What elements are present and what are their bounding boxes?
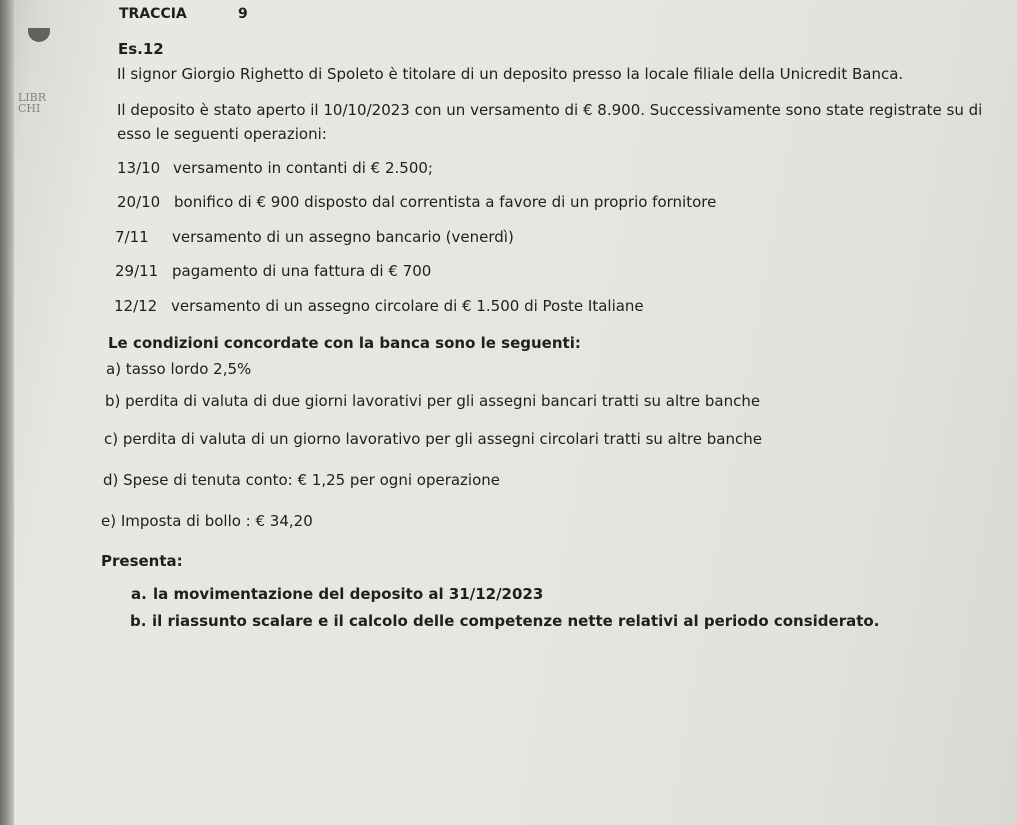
intro-paragraph-2b: esso le seguenti operazioni: [117,125,327,143]
operation-row [114,297,644,315]
condition-item: a) tasso lordo 2,5% [106,360,252,378]
operation-text: pagamento di una fattura di € 700 [172,262,432,280]
task-marker: a. [131,585,147,603]
condition-item: d) Spese di tenuta conto: € 1,25 per ogni operazione [103,471,501,489]
operation-row [117,193,716,211]
operation-date: 7/11 [115,228,149,246]
task-item [130,612,879,630]
intro-paragraph-1: Il signor Giorgio Righetto di Spoleto è titolare di un deposito presso la locale filiale della Unicredit Banca. [117,65,904,83]
binding-edge [0,0,14,825]
operation-date: 13/10 [117,159,161,177]
operation-text: versamento di un assegno circolare di € 1.500 di Poste Italiane [171,297,644,315]
operation-row [115,228,514,246]
intro-paragraph-2a: Il deposito è stato aperto il 10/10/2023 con un versamento di € 8.900. Successivamente sono state registrate su di [117,101,983,119]
task-text: il riassunto scalare e il calcolo delle competenze nette relativi al periodo considerato. [152,612,880,630]
operation-text: bonifico di € 900 disposto dal correntista a favore di un proprio fornitore [174,193,717,211]
trace-number: 9 [238,6,248,22]
operation-date: 29/11 [115,262,159,280]
stamp-line-1: LIBR [18,91,47,104]
page-title: TRACCIA [119,6,187,22]
condition-item: e) Imposta di bollo : € 34,20 [101,512,313,530]
operation-date: 12/12 [114,297,158,315]
condition-item: c) perdita di valuta di un giorno lavorativo per gli assegni circolari tratti su altre banche [104,430,762,448]
condition-item: b) perdita di valuta di due giorni lavorativi per gli assegni bancari tratti su altre banche [105,392,761,410]
operation-text: versamento di un assegno bancario (venerdì) [172,228,514,246]
task-text: la movimentazione del deposito al 31/12/2023 [153,585,544,603]
operation-row [115,262,431,280]
binder-clip-shadow [28,28,50,42]
conditions-heading: Le condizioni concordate con la banca sono le seguenti: [108,334,581,352]
stamp-line-2: CHI [18,102,41,115]
operation-date: 20/10 [117,193,161,211]
task-item [131,585,543,603]
tasks-heading: Presenta: [101,552,183,570]
exercise-label: Es.12 [118,40,164,58]
task-marker: b. [130,612,147,630]
operation-text: versamento in contanti di € 2.500; [173,159,433,177]
library-stamp [18,92,46,114]
operation-row [117,159,433,177]
